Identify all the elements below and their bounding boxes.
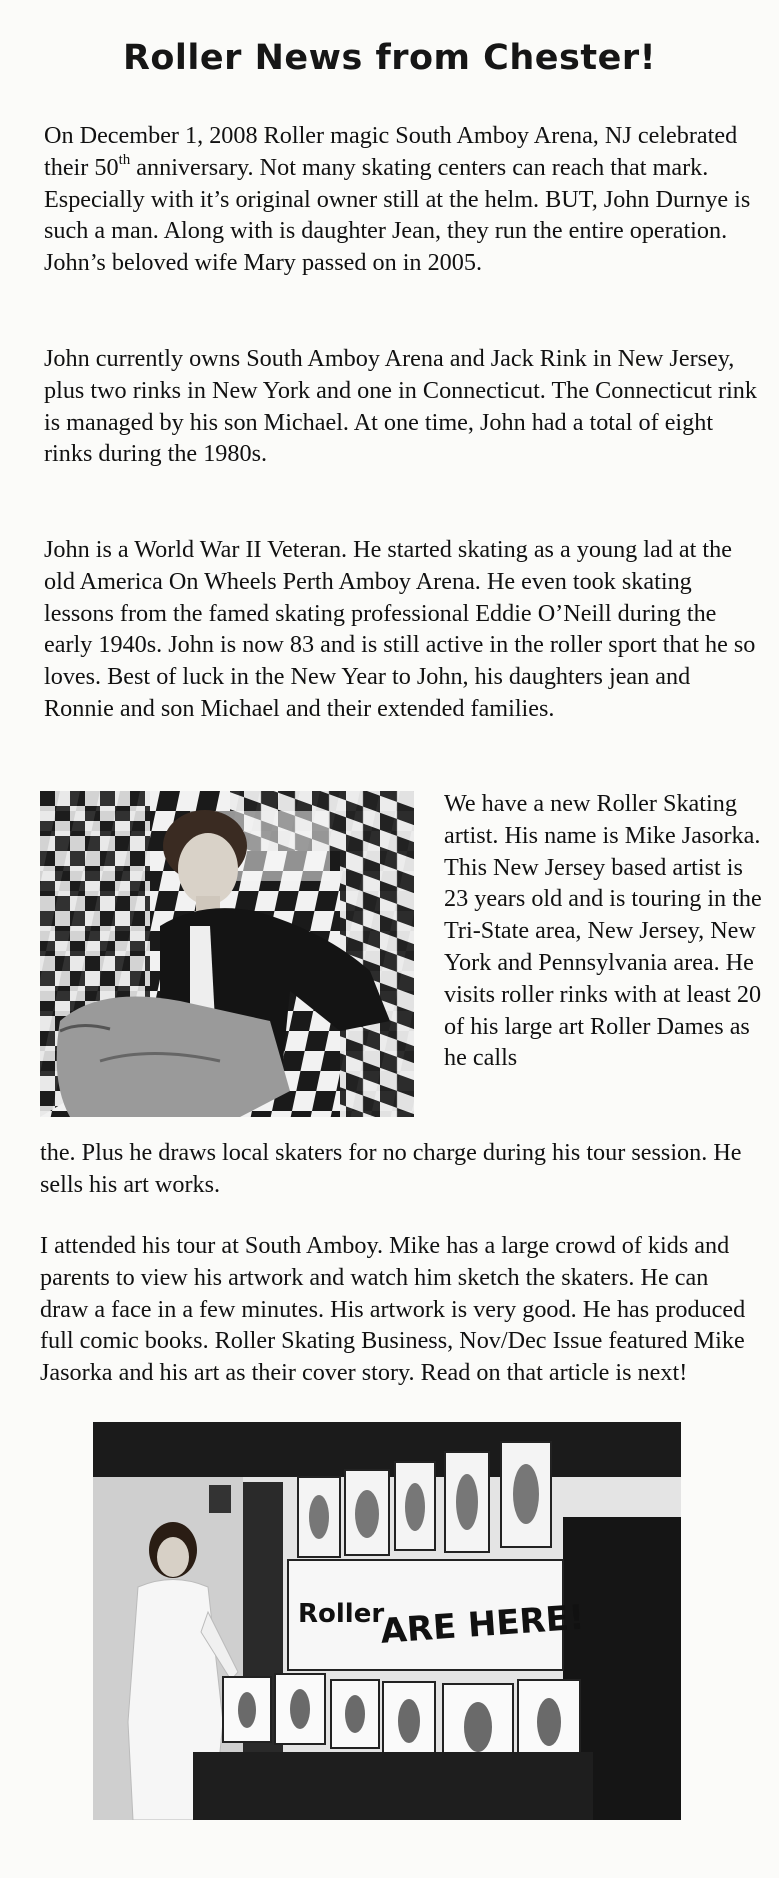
paragraph-anniversary: On December 1, 2008 Roller magic South Amboy Arena, NJ celebrated their 50th anniversary. Not many skating centers can reach that mark. Especially with it’s original owner still at the helm. BUT, John Durnye is such a man. Along with is daughter Jean, they run the entire operation. John’s beloved wife Mary passed on in 2005. bbox=[44, 122, 751, 277]
paragraph-rinks: John currently owns South Amboy Arena and Jack Rink in New Jersey, plus two rinks in New York and one in Connecticut. The Connecticut rink is managed by his son Michael. At one time, John had a total of eight rinks during the 1980s. bbox=[44, 345, 757, 468]
paragraph-new-artist-continued: the. Plus he draws local skaters for no charge during his tour session. He sells his art works. bbox=[40, 1139, 742, 1198]
artist-portrait-photo bbox=[40, 791, 414, 1117]
banner-left-text: Roller bbox=[298, 1599, 385, 1629]
paragraph-new-artist: We have a new Roller Skating artist. His name is Mike Jasorka. This New Jersey based artist is 23 years old and is touring in the Tri-State area, New Jersey, New York and Pennsylvania area. He visits roller rinks with at least 20 of his large art Roller Dames as he calls bbox=[444, 790, 762, 1072]
paragraph-veteran: John is a World War II Veteran. He started skating as a young lad at the old America On Wheels Perth Amboy Arena. He even took skating lessons from the famed skating professional Eddie O’Neill during the early 1940s. John is now 83 and is still active in the roller sport that he so loves. Best of luck in the New Year to John, his daughters jean and Ronnie and son Michael and their extended families. bbox=[44, 536, 756, 722]
artist-exhibition-photo bbox=[93, 1422, 681, 1820]
paragraph-tour: I attended his tour at South Amboy. Mike has a large crowd of kids and parents to view his artwork and watch him sketch the skaters. He can draw a face in a few minutes. His artwork is very good. He has produced full comic books. Roller Skating Business, Nov/Dec Issue featured Mike Jasorka and his art as their cover story. Read on that article is next! bbox=[40, 1232, 746, 1387]
page-title: Roller News from Chester! bbox=[122, 38, 657, 78]
banner-text: ARE HERE! bbox=[379, 1597, 586, 1652]
